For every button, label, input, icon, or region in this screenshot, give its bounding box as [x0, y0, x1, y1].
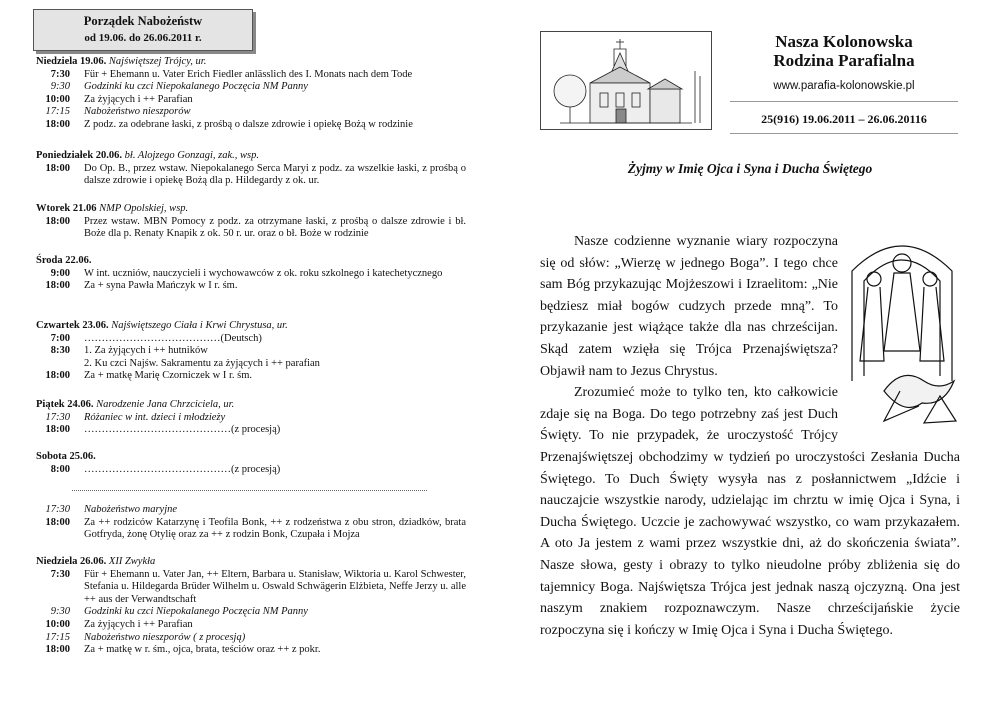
- bulletin-title: [730, 32, 958, 70]
- mass-time: 18:00: [45, 118, 70, 130]
- mass-time: 7:30: [50, 68, 70, 80]
- mass-entry: [36, 358, 466, 371]
- divider: [730, 133, 958, 134]
- mass-intention: Godzinki ku czci Niepokalanego Poczęcia NM Panny: [84, 606, 308, 618]
- mass-intention: Za + matkę w r. śm., ojca, brata, teściów oraz ++ z pokr.: [84, 644, 321, 656]
- mass-entry: [36, 69, 466, 82]
- mass-intention: Za + syna Pawła Mańczyk w I r. śm.: [84, 280, 238, 292]
- mass-time: 18:00: [45, 215, 70, 227]
- mass-entry: [36, 345, 466, 358]
- schedule-day: [36, 255, 466, 293]
- schedule-day: [36, 203, 466, 241]
- church-illustration: [540, 31, 712, 130]
- mass-intention: ……………………………………(z procesją): [84, 424, 281, 436]
- day-date: Sobota 25.06.: [36, 451, 96, 462]
- mass-intention: Za żyjących i ++ Parafian: [84, 618, 193, 630]
- mass-intention: Für + Ehemann u. Vater Jan, ++ Eltern, Barbara u. Stanisław, Wiktoria u. Karol Schwester, Stefania u. Hildegarda Brüder Wilhelm u. Oswald Schwägerin Elżbieta, Neffe Jerzy u. alle ++ aus der Verwandtschaft: [84, 568, 466, 605]
- day-feast: Najświętszej Trójcy, ur.: [108, 56, 207, 67]
- mass-entry: [36, 119, 466, 132]
- mass-time: 18:00: [45, 516, 70, 528]
- mass-entry: [36, 517, 466, 542]
- mass-time: 18:00: [45, 280, 70, 292]
- mass-entry: [36, 94, 466, 107]
- day-heading: [36, 150, 466, 163]
- mass-time: 8:30: [50, 345, 70, 357]
- mass-entry: [36, 424, 466, 437]
- divider: [730, 101, 958, 102]
- bulletin-title-line1: Nasza Kolonowska: [775, 32, 913, 51]
- mass-entry: [36, 268, 466, 281]
- mass-intention: Für + Ehemann u. Vater Erich Fiedler anlässlich des I. Monats nach dem Tode: [84, 68, 413, 80]
- schedule-day: [36, 399, 466, 437]
- mass-entry: [36, 216, 466, 241]
- schedule-day: [36, 320, 466, 383]
- mass-time: 10:00: [45, 618, 70, 630]
- mass-entry: [36, 619, 466, 632]
- mass-entry: [36, 81, 466, 94]
- mass-intention: Za ++ rodziców Katarzynę i Teofila Bonk, ++ z rodzeństwa z obu stron, dziadków, brata Gotfryda, żonę Otylię oraz za ++ z rodzin Bonk, Czupała i Mojza: [84, 516, 466, 541]
- mass-intention: Z podz. za odebrane łaski, z prośbą o dalsze zdrowie i opiekę Bożą w rodzinie: [84, 118, 413, 130]
- mass-time: 17:15: [45, 631, 70, 643]
- mass-intention: Za + matkę Marię Czorniczek w I r. śm.: [84, 370, 253, 382]
- day-heading: [36, 56, 466, 69]
- mass-intention: Nabożeństwo nieszporów: [84, 106, 191, 118]
- day-date: Niedziela 26.06.: [36, 556, 107, 567]
- mass-time: 18:00: [45, 644, 70, 656]
- mass-entry: [36, 632, 466, 645]
- mass-time: 18:00: [45, 162, 70, 174]
- mass-time: 18:00: [45, 424, 70, 436]
- day-heading: [36, 556, 466, 569]
- day-date: Piątek 24.06.: [36, 399, 94, 410]
- day-feast: NMP Opolskiej, wsp.: [99, 203, 189, 214]
- mass-intention: Do Op. B., przez wstaw. Niepokalanego Serca Maryi z podz. za wszelkie łaski, z prośbą o dalsze zdrowie i opiekę Bożą dla p. Hildegardy z ok. ur.: [84, 162, 466, 187]
- mass-time: 8:00: [50, 463, 70, 475]
- mass-intention: Przez wstaw. MBN Pomocy z podz. za otrzymane łaski, z prośbą o dalsze zdrowie i bł. Boże dla p. Renaty Knapik z ok. 50 r. ur. oraz o bł. Boże w rodzinie: [84, 215, 466, 240]
- day-heading: [36, 320, 466, 333]
- day-feast: XII Zwykła: [108, 556, 156, 567]
- mass-time: 17:30: [45, 411, 70, 423]
- day-feast: Najświętszego Ciała i Krwi Chrystusa, ur.: [111, 320, 288, 331]
- day-date: Poniedziałek 20.06.: [36, 150, 123, 161]
- mass-time: 9:30: [50, 606, 70, 618]
- mass-intention: 1. Za żyjących i ++ hutników: [84, 345, 208, 357]
- mass-intention: 2. Ku czci Najśw. Sakramentu za żyjących i ++ parafian: [84, 357, 320, 369]
- mass-time: 9:00: [50, 267, 70, 279]
- schedule-title: Porządek Nabożeństw: [83, 14, 203, 28]
- schedule-dates: od 19.06. do 26.06.2011 r.: [84, 32, 202, 44]
- mass-time: 17:30: [45, 504, 70, 515]
- dotted-separator: [72, 490, 427, 491]
- day-feast: bł. Alojzego Gonzagi, zak., wsp.: [124, 150, 259, 161]
- day-feast: Narodzenie Jana Chrzciciela, ur.: [96, 399, 235, 410]
- trinity-illustration: [844, 231, 960, 427]
- schedule-day: [36, 56, 466, 132]
- mass-intention: Nabożeństwo maryjne: [84, 504, 178, 515]
- day-heading: [36, 255, 466, 268]
- day-date: Niedziela 19.06.: [36, 56, 107, 67]
- mass-entry: [36, 606, 466, 619]
- mass-entry: [36, 644, 466, 657]
- article-body: [540, 231, 960, 641]
- motto-heading: Żyjmy w Imię Ojca i Syna i Ducha Świętego: [627, 161, 873, 176]
- mass-entry: [36, 370, 466, 383]
- bulletin-title-line2: Rodzina Parafialna: [773, 51, 915, 70]
- mass-intention: Nabożeństwo nieszporów ( z procesją): [84, 631, 246, 643]
- day-date: Wtorek 21.06: [36, 203, 97, 214]
- mass-entry: [36, 412, 466, 425]
- schedule-day: [36, 556, 466, 657]
- schedule-day: [36, 451, 466, 476]
- mass-time: 18:00: [45, 370, 70, 382]
- mass-intention: W int. uczniów, nauczycieli i wychowawców z ok. roku szkolnego i katechetycznego: [84, 267, 443, 279]
- issue-number: 25(916) 19.06.2011 – 26.06.20116: [761, 112, 927, 126]
- mass-time: 17:15: [45, 106, 70, 118]
- article-paragraph-2: Zrozumieć może to tylko ten, kto całkowicie zdaje się na Boga. Do tego potrzebny zaś jest Duch Święty. To nie przypadek, że uroczystość Trójcy Przenajświętszej obchodzimy w tydzień po uroczystości Zesłania Ducha Świętego. To Duch Święty wysyła nas z posłannictwem „Idźcie i nauczajcie wszystkie narody, udzielając im chrztu w imię Ojca i Syna, i Ducha Świętego. Uczcie je zachowywać wszystko, co wam przykazałem. A oto Ja jestem z wami przez wszystkie dni, aż do skończenia świata”. Nasze słowa, gesty i obrazy to tylko nieudolne próby zbliżenia się do tajemnicy Boga. Najświętsza Trójca jest jednak naszą ojczyzną. Ona jest naszym znakiem rozpoznawczym. Nasze chrześcijańskie życie rozpoczyna się i kończy w Imię Ojca i Syna i Ducha Świętego.: [540, 385, 960, 638]
- mass-entry: [36, 464, 466, 477]
- mass-time: 10:00: [45, 93, 70, 105]
- mass-entry: [36, 106, 466, 119]
- mass-time: [36, 358, 84, 371]
- day-date: Środa 22.06.: [36, 255, 92, 266]
- parish-url: www.parafia-kolonowskie.pl: [773, 80, 915, 92]
- mass-time: 7:00: [50, 332, 70, 344]
- mass-intention: Za żyjących i ++ Parafian: [84, 93, 193, 105]
- day-heading: [36, 203, 466, 216]
- mass-entry: [36, 504, 466, 517]
- mass-entry: [36, 569, 466, 607]
- mass-time: 7:30: [50, 568, 70, 580]
- schedule-day: [36, 150, 466, 188]
- mass-intention: ……………………………………(z procesją): [84, 463, 281, 475]
- mass-entry: [36, 163, 466, 188]
- day-heading: [36, 399, 466, 412]
- schedule-header-box: [33, 9, 253, 51]
- day-date: Czwartek 23.06.: [36, 320, 109, 331]
- mass-intention: Godzinki ku czci Niepokalanego Poczęcia NM Panny: [84, 81, 308, 93]
- mass-intention: Różaniec w int. dzieci i młodzieży: [84, 411, 226, 423]
- mass-time: 9:30: [50, 81, 70, 93]
- mass-entry: [36, 280, 466, 293]
- article-paragraph-1: Nasze codzienne wyznanie wiary rozpoczyna się od słów: „Wierzę w jednego Boga”. I tego chce sam Bóg przykazując Mojżeszowi i Izraelitom: „Nie będziesz miał bogów cudzych przede mną”. To przykazanie jest wiążące także dla nas chrześcijan. Skąd zatem wzięła się Trójca Przenajświętsza? Objawił nam to Jezus Chrystus.: [540, 234, 838, 379]
- schedule-day: [36, 504, 466, 542]
- mass-entry: [36, 333, 466, 346]
- mass-intention: …………………………………(Deutsch): [84, 332, 262, 344]
- day-heading: [36, 451, 466, 464]
